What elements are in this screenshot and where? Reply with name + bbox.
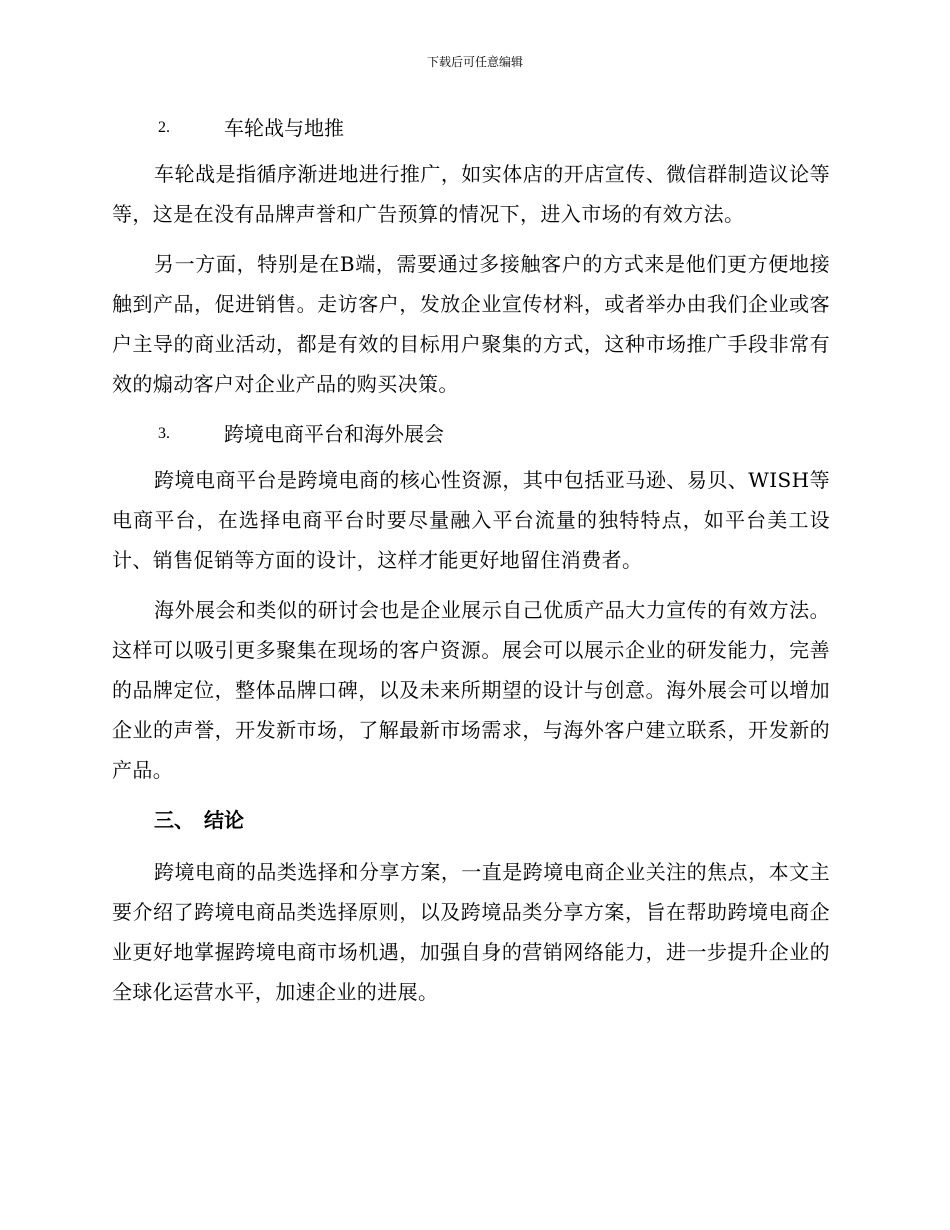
- paragraph: 车轮战是指循序渐进地进行推广，如实体店的开店宣传、微信群制造议论等等，这是在没有品牌声誉和广告预算的情况下，进入市场的有效方法。: [112, 162, 830, 226]
- paragraph: 跨境电商的品类选择和分享方案，一直是跨境电商企业关注的焦点，本文主要介绍了跨境电商品类选择原则，以及跨境品类分享方案，旨在帮助跨境电商企业更好地掌握跨境电商市场机遇，加强自身的营销网络能力，进一步提升企业的全球化运营水平，加速企业的进展。: [112, 860, 830, 1004]
- subsection-number: 2.: [158, 119, 170, 136]
- subsection-heading-2: [112, 108, 830, 148]
- section-number: 三、: [154, 808, 194, 832]
- paragraph: 海外展会和类似的研讨会也是企业展示自己优质产品大力宣传的有效方法。这样可以吸引更多聚集在现场的客户资源。展会可以展示企业的研发能力，完善的品牌定位，整体品牌口碑，以及未来所期望的设计与创意。海外展会可以增加企业的声誉，开发新市场，了解最新市场需求，与海外客户建立联系，开发新的产品。: [112, 598, 830, 782]
- paragraph: 另一方面，特别是在B端，需要通过多接触客户的方式来是他们更方便地接触到产品，促进销售。走访客户，发放企业宣传材料，或者举办由我们企业或客户主导的商业活动，都是有效的目标用户聚集的方式，这种市场推广手段非常有效的煽动客户对企业产品的购买决策。: [112, 252, 830, 396]
- section-heading-conclusion: [154, 800, 830, 840]
- subsection-heading-3: [112, 414, 830, 454]
- subsection-title: 车轮战与地推: [224, 116, 344, 140]
- page-header: 下载后可任意编辑: [426, 55, 523, 69]
- paragraph: 跨境电商平台是跨境电商的核心性资源，其中包括亚马逊、易贝、WISH等电商平台，在选择电商平台时要尽量融入平台流量的独特特点，如平台美工设计、销售促销等方面的设计，这样才能更好地留住消费者。: [112, 468, 830, 572]
- section-title: 结论: [204, 808, 244, 832]
- subsection-title: 跨境电商平台和海外展会: [224, 422, 444, 446]
- document-body: [112, 108, 830, 1022]
- subsection-number: 3.: [158, 425, 170, 442]
